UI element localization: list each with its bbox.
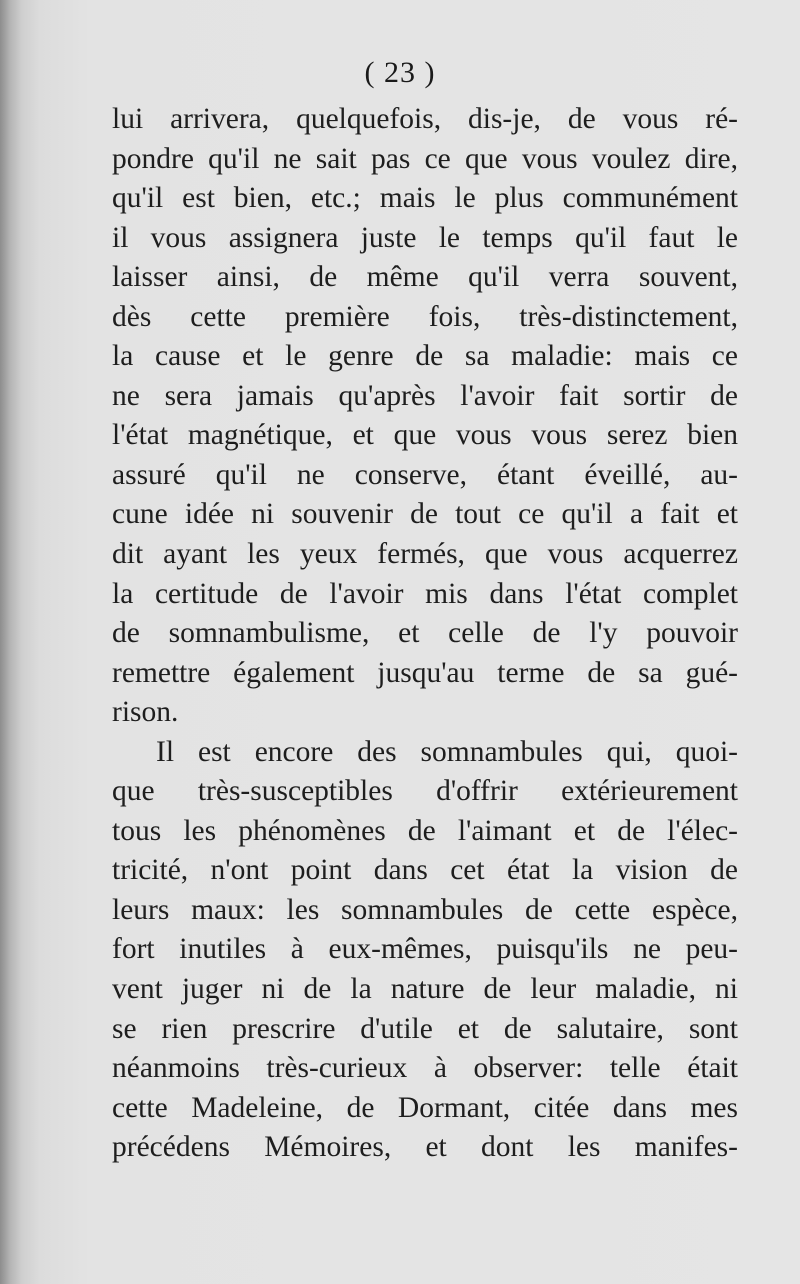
text-line: la certitude de l'avoir mis dans l'état complet (112, 577, 738, 610)
text-line: cette Madeleine, de Dormant, citée dans mes (112, 1091, 738, 1124)
text-line: la cause et le genre de sa maladie: mais ce (112, 340, 738, 373)
text-line: de somnambulisme, et celle de l'y pouvoir (112, 617, 738, 650)
text-line: se rien prescrire d'utile et de salutaire, sont (112, 1012, 738, 1045)
paragraph-1 (112, 100, 738, 733)
text-line: Il est encore des somnambules qui, quoi- (156, 735, 738, 768)
page-number: ( 23 ) (364, 56, 436, 89)
text-line: assuré qu'il ne conserve, étant éveillé, au- (112, 458, 738, 491)
text-line: leurs maux: les somnambules de cette espèce, (112, 893, 738, 926)
text-line: dit ayant les yeux fermés, que vous acquerrez (112, 538, 738, 571)
text-line: tous les phénomènes de l'aimant et de l'élec- (112, 814, 738, 847)
text-line: fort inutiles à eux-mêmes, puisqu'ils ne peu- (112, 933, 738, 966)
text-line: ne sera jamais qu'après l'avoir fait sortir de (112, 379, 738, 412)
text-line: précédens Mémoires, et dont les manifes- (112, 1131, 738, 1164)
text-line: l'état magnétique, et que vous vous serez bien (112, 419, 738, 452)
text-line: remettre également jusqu'au terme de sa gué- (112, 656, 738, 689)
text-line: il vous assignera juste le temps qu'il faut le (112, 221, 738, 254)
text-line: dès cette première fois, très-distinctement, (112, 300, 738, 333)
text-line: laisser ainsi, de même qu'il verra souvent, (112, 261, 738, 294)
text-line: que très-susceptibles d'offrir extérieurement (112, 775, 738, 808)
text-line: cune idée ni souvenir de tout ce qu'il a fait et (112, 498, 738, 531)
text-line: néanmoins très-curieux à observer: telle était (112, 1052, 738, 1085)
text-line: qu'il est bien, etc.; mais le plus communément (112, 182, 738, 215)
paragraph-2 (112, 733, 738, 1168)
body-text (112, 100, 738, 1168)
text-line: vent juger ni de la nature de leur maladie, ni (112, 973, 738, 1006)
text-line: pondre qu'il ne sait pas ce que vous voulez dire, (112, 142, 738, 175)
text-line: tricité, n'ont point dans cet état la vision de (112, 854, 738, 887)
text-line: rison. (112, 696, 179, 729)
text-line: lui arrivera, quelquefois, dis-je, de vous ré- (112, 103, 738, 135)
